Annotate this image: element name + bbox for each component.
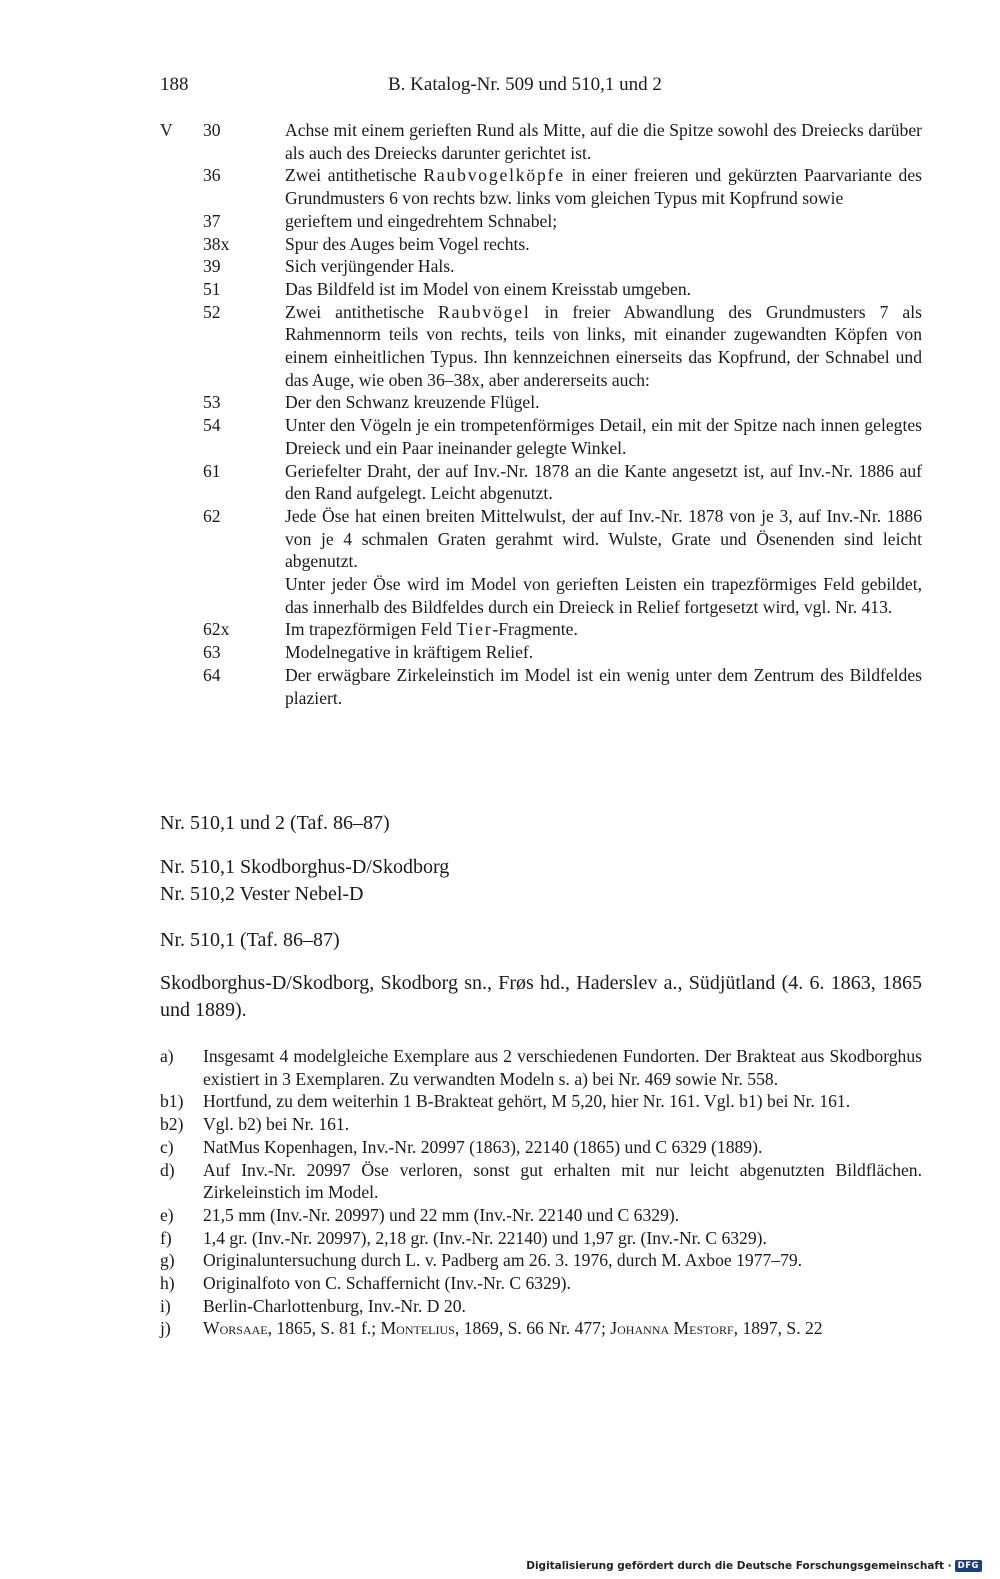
entry [160, 460, 922, 505]
entry-code: 36 [203, 165, 221, 186]
reference-label: b1) [160, 1091, 184, 1112]
reference-text: 1,4 gr. (Inv.-Nr. 20997), 2,18 gr. (Inv.-Nr. 22140) und 1,97 gr. (Inv.-Nr. C 6329). [203, 1227, 767, 1248]
author-name: Montelius [380, 1318, 455, 1339]
author-name: Johanna Mestorf [610, 1318, 734, 1339]
entry-spaced-term: Tier [456, 619, 493, 640]
entry-text: Spur des Auges beim Vogel rechts. [285, 233, 530, 254]
entry-code: 62 [203, 505, 221, 526]
reference-text: Insgesamt 4 modelgleiche Exemplare aus 2 verschiedenen Fundorten. Der Brakteat aus Skodborghus existiert in 3 Exemplaren. Zu verwandten Modeln s. a) bei Nr. 469 sowie Nr. 558. [203, 1046, 922, 1089]
entry-code: 38x [203, 233, 230, 254]
reference-item [160, 1249, 922, 1272]
reference-item [160, 1136, 922, 1159]
reference-text: NatMus Kopenhagen, Inv.-Nr. 20997 (1863), 22140 (1865) und C 6329 (1889). [203, 1136, 763, 1157]
entry-text-para: Jede Öse hat einen breiten Mittelwulst, der auf Inv.-Nr. 1878 von je 3, auf Inv.-Nr. 1886 von je 4 schmalen Graten gerahmt wird. Wulste, Grate und Ösenenden sind leicht abgenutzt. [285, 505, 922, 572]
reference-label: i) [160, 1295, 171, 1316]
reference-item [160, 1272, 922, 1295]
running-header [160, 74, 922, 100]
entry-text: Modelnegative in kräftigem Relief. [285, 642, 534, 663]
reference-list [160, 1045, 922, 1340]
description-entries [160, 119, 922, 709]
entry-text: Sich verjüngender Hals. [285, 256, 455, 277]
entry-spaced-term: Raubvögel [438, 301, 531, 322]
entry-code: 37 [203, 210, 221, 231]
entry-section: V [160, 120, 173, 140]
entry-text: Geriefelter Draht, der auf Inv.-Nr. 1878 an die Kante angesetzt ist, auf Inv.-Nr. 1886 auf den Rand aufgelegt. Leicht abgenutzt. [285, 460, 922, 504]
reference-text: Auf Inv.-Nr. 20997 Öse verloren, sonst gut erhalten mit nur leicht abgenutzten Bildflächen. Zirkeleinstich im Model. [203, 1159, 922, 1203]
entry-text-pre: Im trapezförmigen Feld [285, 619, 457, 640]
entry-code: 51 [203, 278, 221, 299]
entry-text-post: -Fragmente. [492, 619, 578, 640]
entry-code: 54 [203, 415, 221, 436]
entry [160, 414, 922, 459]
entry [160, 119, 922, 164]
reference-text: Vgl. b2) bei Nr. 161. [203, 1114, 350, 1135]
reference-label: f) [160, 1227, 172, 1248]
entry [160, 664, 922, 709]
entry-text [285, 164, 922, 209]
entry [160, 255, 922, 278]
reference-label: h) [160, 1273, 175, 1294]
entry-text [285, 301, 922, 392]
entry-code: 62x [203, 619, 230, 640]
entry [160, 164, 922, 209]
dfg-logo: DFG [955, 1560, 982, 1572]
entry-code: 52 [203, 301, 221, 322]
entry-code: 63 [203, 642, 221, 663]
reference-item [160, 1204, 922, 1227]
reference-item [160, 1090, 922, 1113]
subsection-heading: Nr. 510,2 Vester Nebel-D [160, 883, 364, 905]
entry-code: 39 [203, 256, 221, 277]
entry-code: 64 [203, 664, 221, 685]
item-heading: Nr. 510,1 (Taf. 86–87) [160, 929, 340, 951]
author-name: Worsaae [203, 1318, 268, 1339]
reference-text: Originalfoto von C. Schaffernicht (Inv.-Nr. C 6329). [203, 1273, 571, 1294]
section-heading: Nr. 510,1 und 2 (Taf. 86–87) [160, 812, 390, 834]
page-number: 188 [160, 74, 189, 95]
entry-code: 53 [203, 392, 221, 413]
reference-label: e) [160, 1204, 174, 1225]
entry [160, 301, 922, 392]
entry [160, 505, 922, 619]
entry-code: 30 [203, 120, 221, 140]
reference-label: c) [160, 1136, 174, 1157]
entry-text-post: in freier Abwandlung des Grundmusters 7 als Rahmennorm teils von rechts, teils von links, mit einander zugewandten Köpfen von einem einheitlichen Typus. Ihn kennzeichnen einerseits das Kopfrund, der Schnabel und das Auge, wie oben 36–38x, aber andererseits auch: [285, 301, 922, 390]
entry [160, 618, 922, 641]
reference-text: Berlin-Charlottenburg, Inv.-Nr. D 20. [203, 1295, 466, 1316]
reference-text [203, 1317, 922, 1340]
reference-item [160, 1295, 922, 1318]
reference-label: g) [160, 1250, 175, 1271]
entry-text [285, 505, 922, 619]
reference-text: Hortfund, zu dem weiterhin 1 B-Brakteat gehört, M 5,20, hier Nr. 161. Vgl. b1) bei Nr. 161. [203, 1091, 851, 1112]
reference-item [160, 1317, 922, 1340]
subsection-heading: Nr. 510,1 Skodborghus-D/Skodborg [160, 856, 450, 878]
entry-text: gerieftem und eingedrehtem Schnabel; [285, 210, 558, 231]
reference-item [160, 1113, 922, 1136]
entry [160, 210, 922, 233]
reference-item [160, 1045, 922, 1090]
entry-text-para: Unter jeder Öse wird im Model von gerieften Leisten ein trapezförmiges Feld gebildet, das innerhalb des Bildfeldes durch ein Dreieck in Relief fortgesetzt wird, vgl. Nr. 413. [285, 574, 922, 617]
citation-detail: , 1865, S. 81 f.; [267, 1318, 381, 1339]
entry-text-pre: Zwei antithetische [285, 301, 439, 322]
reference-label: a) [160, 1046, 174, 1066]
reference-text: 21,5 mm (Inv.-Nr. 20997) und 22 mm (Inv.-Nr. 22140 und C 6329). [203, 1204, 680, 1225]
reference-text: Originaluntersuchung durch L. v. Padberg am 26. 3. 1976, durch M. Axboe 1977–79. [203, 1250, 803, 1271]
citation-detail: , 1869, S. 66 Nr. 477; [454, 1318, 611, 1339]
entry [160, 278, 922, 301]
reference-label: d) [160, 1159, 175, 1180]
running-title: B. Katalog-Nr. 509 und 510,1 und 2 [388, 74, 662, 95]
location-paragraph: Skodborghus-D/Skodborg, Skodborg sn., Frøs hd., Haderslev a., Südjütland (4. 6. 1863, 1865 und 1889). [160, 972, 922, 1021]
entry-text: Unter den Vögeln je ein trompetenförmiges Detail, ein mit der Spitze nach innen gelegtes Dreieck und ein Paar ineinander gelegte Winkel. [285, 415, 922, 458]
entry [160, 641, 922, 664]
entry-text: Der erwägbare Zirkeleinstich im Model ist ein wenig unter dem Zentrum des Bildfeldes plaziert. [285, 664, 922, 708]
entry [160, 233, 922, 256]
entry-spaced-term: Raubvogelköpfe [423, 165, 565, 186]
reference-item [160, 1159, 922, 1204]
entry-text: Achse mit einem gerieften Rund als Mitte, auf die die Spitze sowohl des Dreiecks darüber als auch des Dreiecks darunter gerichtet ist. [285, 120, 922, 163]
entry-text: Der den Schwanz kreuzende Flügel. [285, 392, 540, 413]
reference-label: j) [160, 1318, 171, 1339]
reference-item [160, 1227, 922, 1250]
entry [160, 391, 922, 414]
entry-code: 61 [203, 460, 221, 481]
entry-text-pre: Zwei antithetische [285, 165, 424, 186]
entry-text: Das Bildfeld ist im Model von einem Kreisstab umgeben. [285, 278, 692, 299]
entry-text-post: in einer freieren und gekürzten Paarvariante des Grundmusters 6 von rechts bzw. links vom gleichen Typus mit Kopfrund sowie [285, 165, 922, 209]
footer-text: Digitalisierung gefördert durch die Deutsche Forschungsgemeinschaft · [526, 1560, 952, 1572]
digitization-footer [526, 1560, 982, 1572]
citation-detail: , 1897, S. 22 [733, 1318, 823, 1339]
entry-text [285, 618, 922, 641]
reference-label: b2) [160, 1114, 184, 1135]
